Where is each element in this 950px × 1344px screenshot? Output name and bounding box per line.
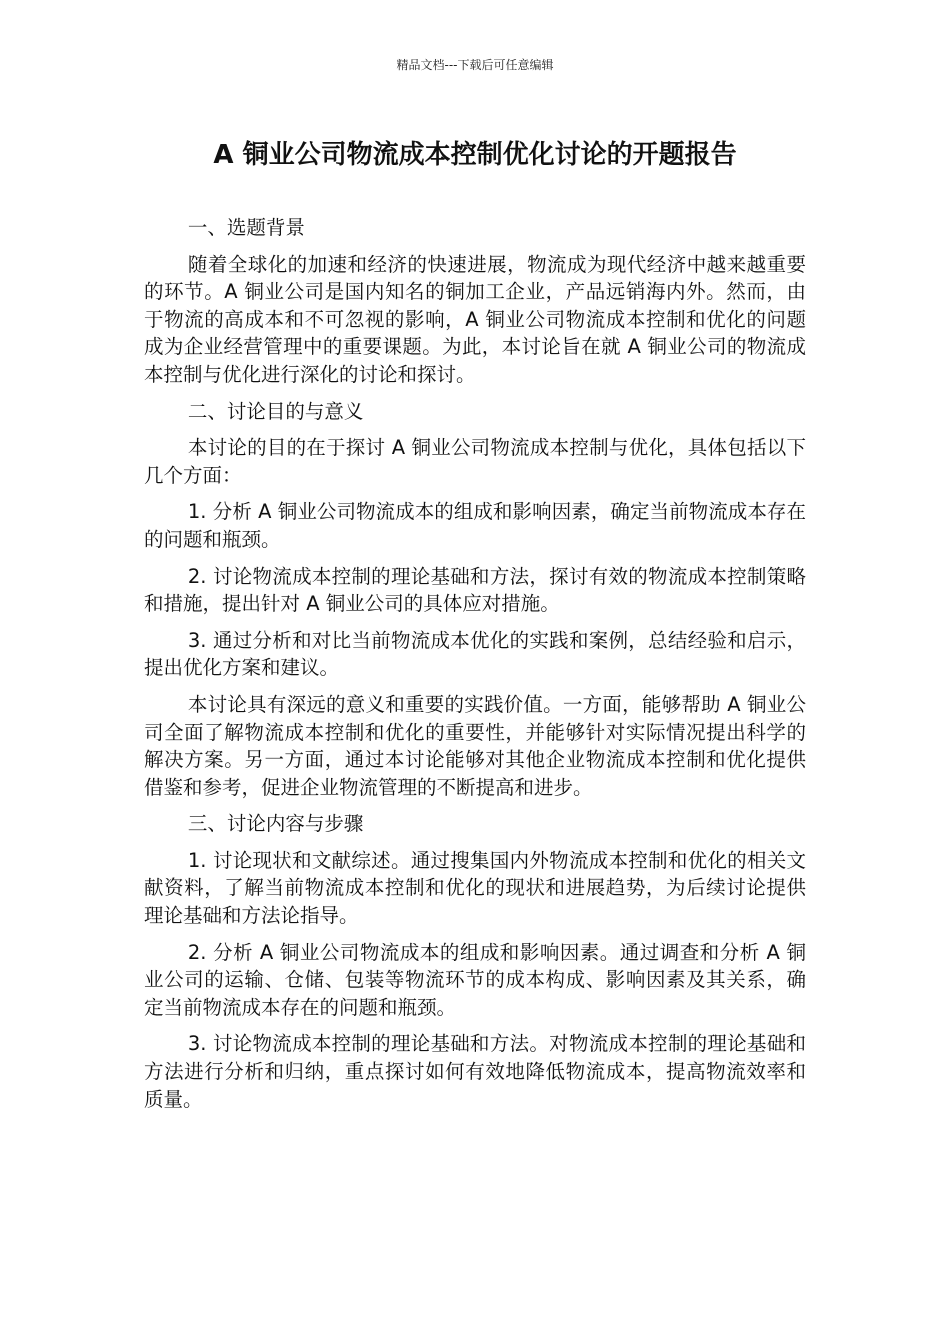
- paragraph-step-1: 1. 讨论现状和文献综述。通过搜集国内外物流成本控制和优化的相关文献资料，了解当前物流成本控制和优化的现状和进展趋势，为后续讨论提供理论基础和方法论指导。: [144, 848, 806, 928]
- document-body: [144, 214, 806, 1122]
- section-heading-background: 一、选题背景: [187, 216, 305, 239]
- section-heading-purpose: 二、讨论目的与意义: [187, 399, 364, 423]
- paragraph-step-2: 2. 分析 A 铜业公司物流成本的组成和影响因素。通过调查和分析 A 铜业公司的运输、仓储、包装等物流环节的成本构成、影响因素及其关系，确定当前物流成本存在的问题和瓶颈。: [144, 940, 806, 1019]
- paragraph-purpose-item-2: 2. 讨论物流成本控制的理论基础和方法，探讨有效的物流成本控制策略和措施，提出针对 A 铜业公司的具体应对措施。: [144, 564, 806, 616]
- page-header-watermark: 精品文档---下载后可任意编辑: [396, 58, 554, 72]
- paragraph-purpose-item-1: 1. 分析 A 铜业公司物流成本的组成和影响因素，确定当前物流成本存在的问题和瓶颈。: [144, 500, 806, 551]
- document-title: A 铜业公司物流成本控制优化讨论的开题报告: [213, 140, 737, 170]
- paragraph-background: 随着全球化的加速和经济的快速进展，物流成为现代经济中越来越重要的环节。A 铜业公司是国内知名的铜加工企业，产品远销海内外。然而，由于物流的高成本和不可忽视的影响，A 铜业公司物流成本控制和优化的问题成为企业经营管理中的重要课题。为此，本讨论旨在就 A 铜业公司的物流成本控制与优化进行深化的讨论和探讨。: [144, 252, 806, 386]
- section-heading-content-steps: 三、讨论内容与步骤: [187, 812, 364, 836]
- paragraph-purpose-intro: 本讨论的目的在于探讨 A 铜业公司物流成本控制与优化，具体包括以下几个方面：: [144, 436, 806, 487]
- paragraph-purpose-item-3: 3. 通过分析和对比当前物流成本优化的实践和案例，总结经验和启示，提出优化方案和建议。: [144, 628, 806, 680]
- paragraph-step-3: 3. 讨论物流成本控制的理论基础和方法。对物流成本控制的理论基础和方法进行分析和归纳，重点探讨如何有效地降低物流成本，提高物流效率和质量。: [144, 1032, 806, 1111]
- paragraph-significance: 本讨论具有深远的意义和重要的实践价值。一方面，能够帮助 A 铜业公司全面了解物流成本控制和优化的重要性，并能够针对实际情况提出科学的解决方案。另一方面，通过本讨论能够对其他企业物流成本控制和优化提供借鉴和参考，促进企业物流管理的不断提高和进步。: [144, 692, 806, 799]
